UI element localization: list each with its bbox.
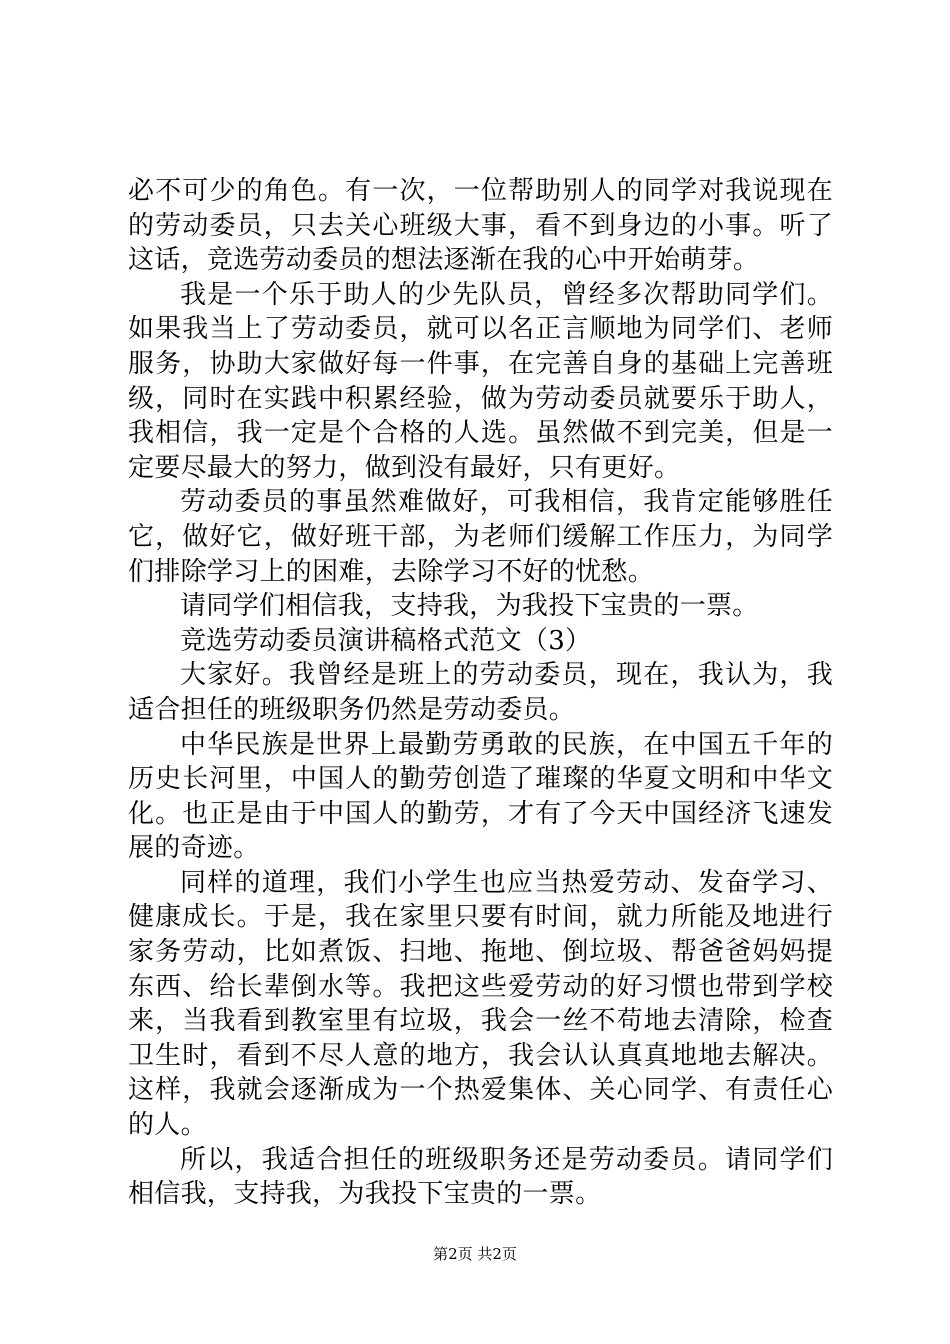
document-body <box>128 174 833 1212</box>
paragraph: 所以，我适合担任的班级职务还是劳动委员。请同学们相信我，支持我，为我投下宝贵的一票。 <box>128 1144 833 1210</box>
paragraph: 大家好。我曾经是班上的劳动委员，现在，我认为，我适合担任的班级职务仍然是劳动委员。 <box>128 660 833 725</box>
paragraph: 请同学们相信我，支持我，为我投下宝贵的一票。 <box>180 591 759 622</box>
paragraph: 劳动委员的事虽然难做好，可我相信，我肯定能够胜任它，做好它，做好班干部，为老师们缓解工作压力，为同学们排除学习上的困难，去除学习不好的忧愁。 <box>128 487 833 587</box>
paragraph: 我是一个乐于助人的少先队员，曾经多次帮助同学们。如果我当上了劳动委员，就可以名正言顺地为同学们、老师服务，协助大家做好每一件事，在完善自身的基础上完善班级，同时在实践中积累经验，做为劳动委员就要乐于助人，我相信，我一定是个合格的人选。虽然做不到完美，但是一定要尽最大的努力，做到没有最好，只有更好。 <box>128 279 833 483</box>
page-number-footer: 第2页 共2页 <box>433 1245 517 1263</box>
paragraph: 中华民族是世界上最勤劳勇敢的民族，在中国五千年的历史长河里，中国人的勤劳创造了璀璨的华夏文明和中华文化。也正是由于中国人的勤劳，才有了今天中国经济飞速发展的奇迹。 <box>128 729 833 864</box>
section-heading: 竞选劳动委员演讲稿格式范文（3） <box>180 625 592 656</box>
paragraph: 同样的道理，我们小学生也应当热爱劳动、发奋学习、健康成长。于是，我在家里只要有时间，就力所能及地进行家务劳动，比如煮饭、扫地、拖地、倒垃圾、帮爸爸妈妈提东西、给长辈倒水等。我把这些爱劳动的好习惯也带到学校来，当我看到教室里有垃圾，我会一丝不苟地去清除，检查卫生时，看到不尽人意的地方，我会认认真真地地去解决。这样，我就会逐渐成为一个热爱集体、关心同学、有责任心的人。 <box>128 867 833 1141</box>
paragraph: 必不可少的角色。有一次，一位帮助别人的同学对我说现在的劳动委员，只去关心班级大事，看不到身边的小事。听了这话，竞选劳动委员的想法逐渐在我的心中开始萌芽。 <box>128 176 833 276</box>
